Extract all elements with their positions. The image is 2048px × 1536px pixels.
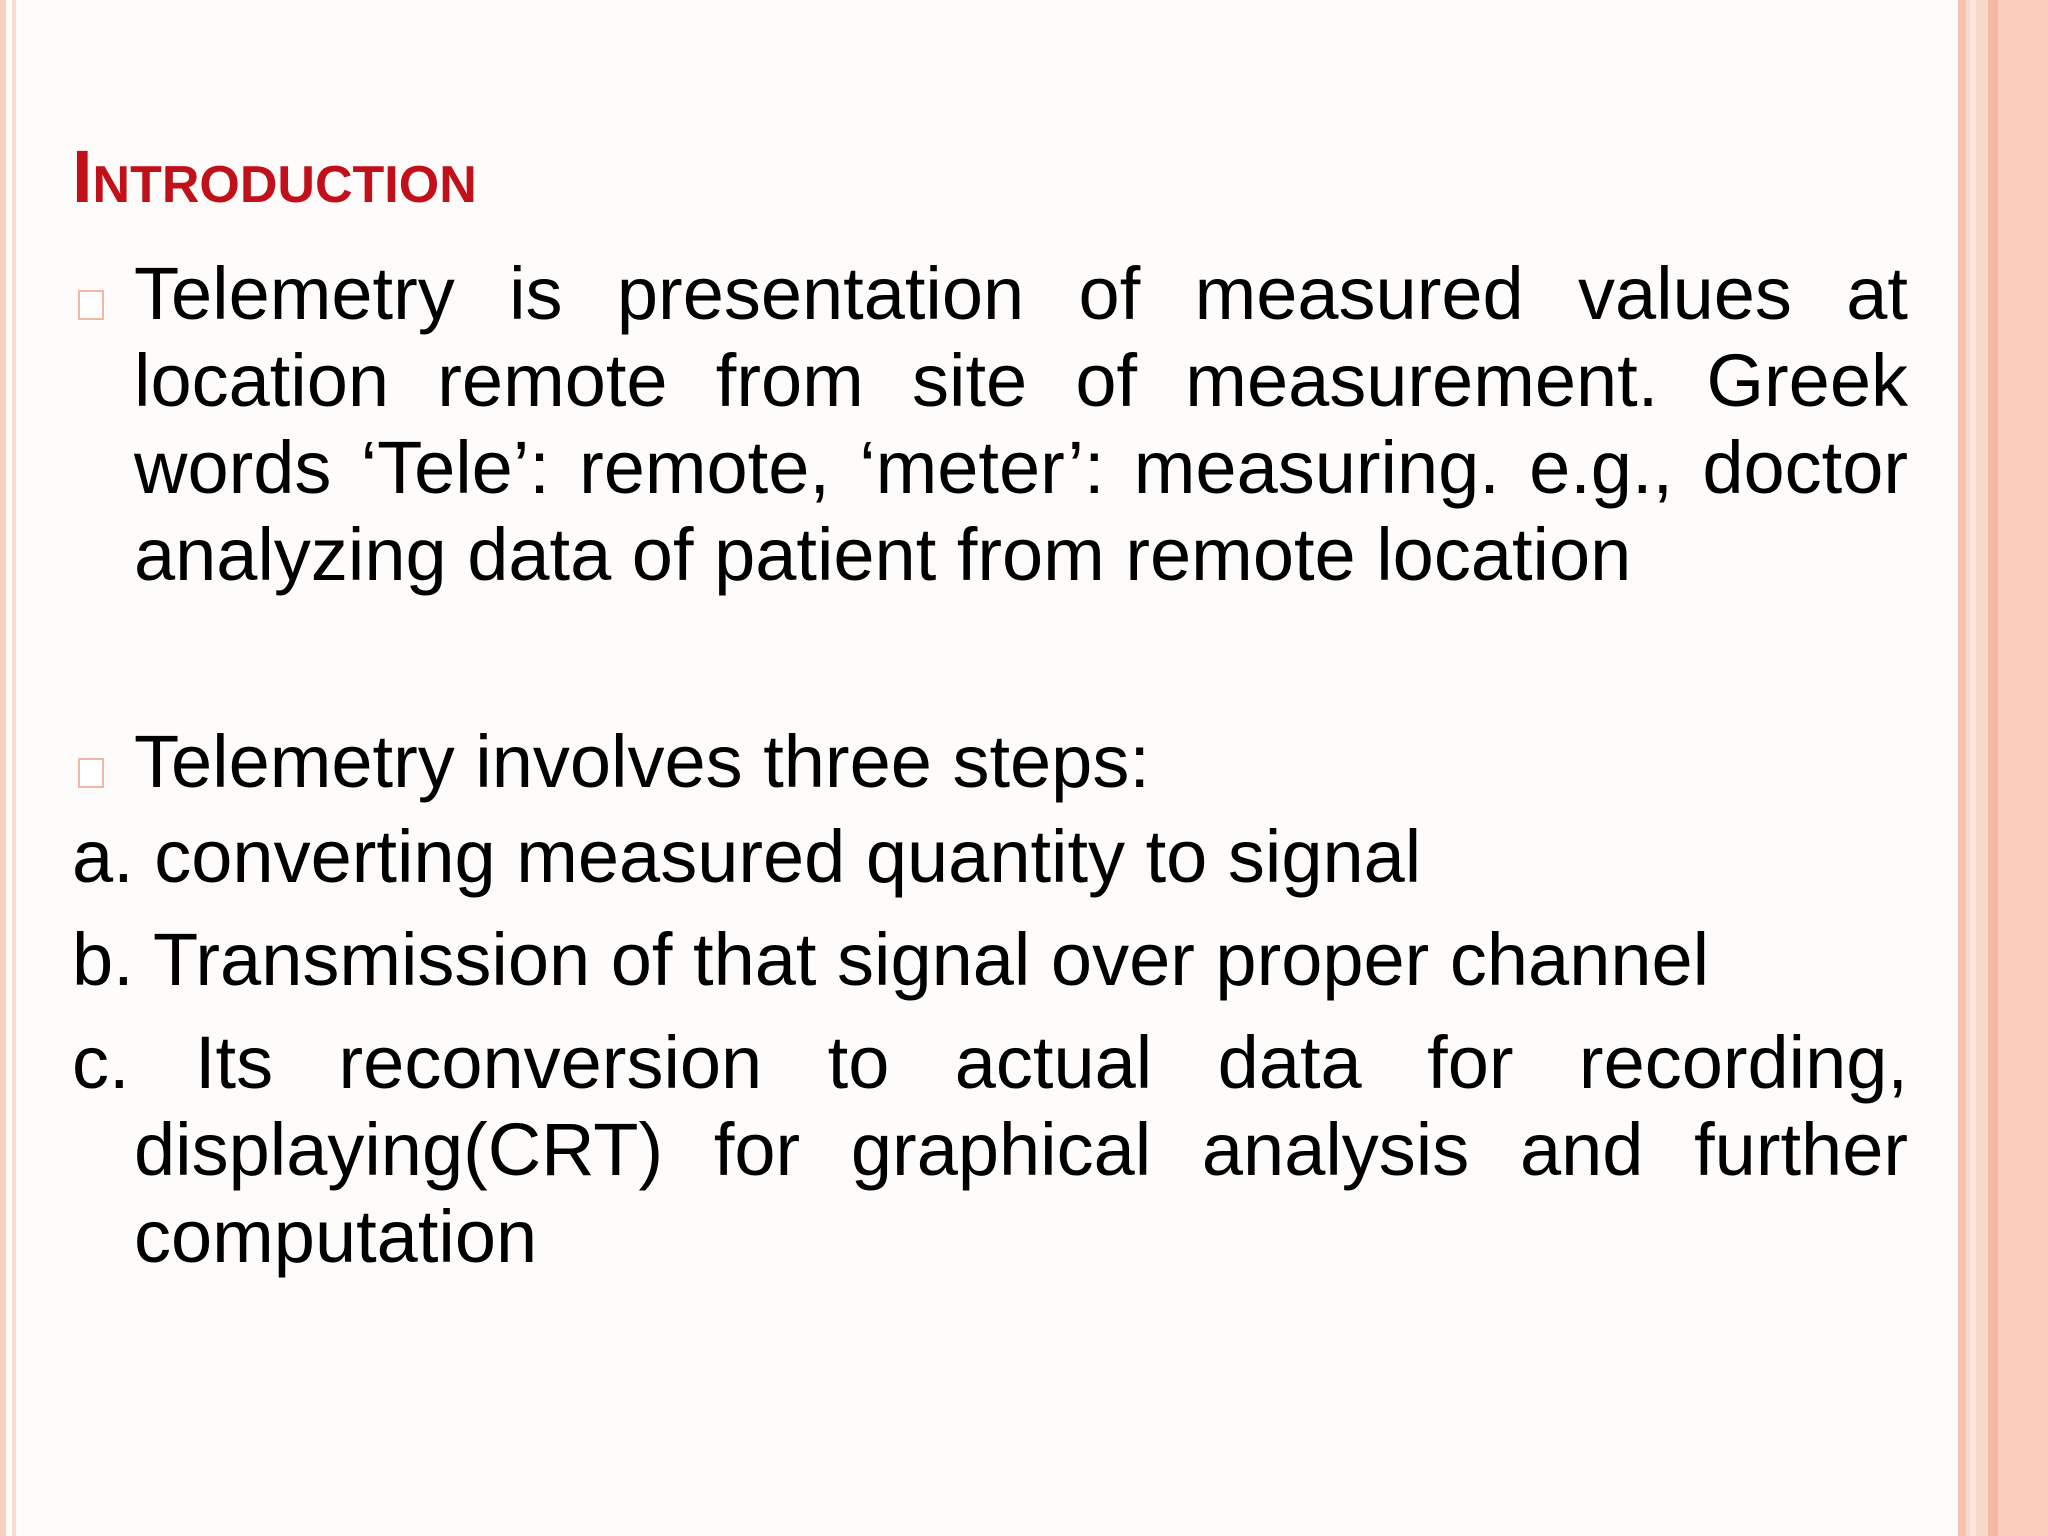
step-item: b. Transmission of that signal over proper channel bbox=[72, 918, 1710, 1001]
bullet-item bbox=[72, 718, 1908, 805]
slide-title: Introduction bbox=[72, 135, 477, 218]
square-bullet-icon bbox=[78, 290, 104, 320]
left-border-inner bbox=[12, 0, 16, 1536]
bullet-item bbox=[72, 250, 1908, 598]
left-border bbox=[0, 0, 6, 1536]
bullet-text: Telemetry is presentation of measured values at location remote from site of measurement. Greek words ‘Tele’: remote, ‘meter’: measuring. e.g., doctor analyzing data of patient from remote location bbox=[134, 252, 1908, 596]
step-item: a. converting measured quantity to signal bbox=[72, 815, 1422, 898]
slide-content bbox=[72, 250, 1908, 1280]
bullet-text: Telemetry involves three steps: bbox=[134, 720, 1150, 803]
step-item: c. Its reconversion to actual data for recording, displaying(CRT) for graphical analysis and further computation bbox=[72, 1021, 1908, 1278]
right-decorative-strip bbox=[1958, 0, 2048, 1536]
square-bullet-icon bbox=[78, 758, 104, 788]
